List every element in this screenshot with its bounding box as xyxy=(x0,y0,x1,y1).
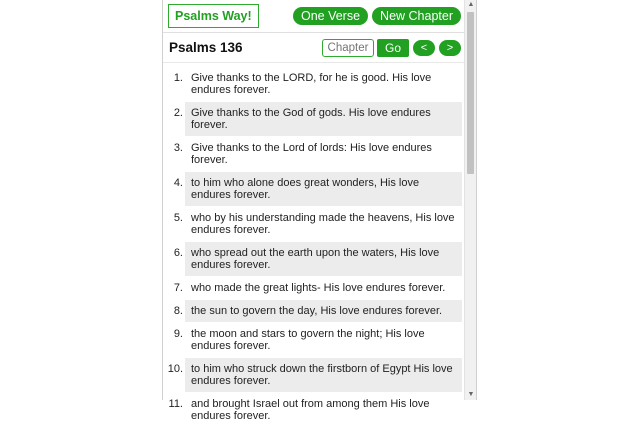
verse-number: 4. xyxy=(173,177,183,189)
verse-item xyxy=(163,67,465,101)
verse-text: to him who alone does great wonders, His love endures forever. xyxy=(185,172,462,206)
next-chapter-button[interactable]: > xyxy=(439,40,461,56)
chapter-title: Psalms 136 xyxy=(169,40,243,55)
verse-number: 1. xyxy=(173,72,183,84)
arrow-up-icon[interactable]: ▲ xyxy=(467,1,475,8)
scrollbar-thumb[interactable] xyxy=(467,12,474,174)
verse-text: who made the great lights- His love endures forever. xyxy=(191,282,446,294)
verse-item xyxy=(163,300,465,322)
verse-number: 3. xyxy=(173,142,183,154)
header-bar xyxy=(163,0,465,33)
previous-chapter-button[interactable]: < xyxy=(413,40,435,56)
brand-logo[interactable]: Psalms Way! xyxy=(168,4,259,28)
verse-item xyxy=(163,137,465,171)
verse-text: who by his understanding made the heavens, His love endures forever. xyxy=(191,212,455,236)
verse-text: and brought Israel out from among them His love endures forever. xyxy=(191,398,430,422)
verse-number: 8. xyxy=(173,305,183,317)
chapter-input[interactable] xyxy=(322,39,374,57)
verse-number: 10. xyxy=(167,363,183,375)
one-verse-button[interactable]: One Verse xyxy=(293,7,368,25)
verse-item xyxy=(163,358,465,392)
verse-item xyxy=(163,207,465,241)
verse-number: 11. xyxy=(168,398,183,410)
verse-item xyxy=(163,323,465,357)
verse-text: who spread out the earth upon the waters, His love endures forever. xyxy=(185,242,462,276)
verse-text: Give thanks to the LORD, for he is good. His love endures forever. xyxy=(191,72,432,96)
verse-number: 6. xyxy=(173,247,183,259)
go-button[interactable]: Go xyxy=(377,39,409,57)
new-chapter-button[interactable]: New Chapter xyxy=(372,7,461,25)
verse-item xyxy=(163,277,465,299)
verse-text: the moon and stars to govern the night; His love endures forever. xyxy=(191,328,425,352)
verse-item xyxy=(163,172,465,206)
verse-number: 2. xyxy=(173,107,183,119)
verse-text: to him who struck down the firstborn of Egypt His love endures forever. xyxy=(185,358,462,392)
verse-item xyxy=(163,393,465,427)
chapter-bar xyxy=(163,33,465,63)
verse-number: 9. xyxy=(173,328,183,340)
verse-item xyxy=(163,242,465,276)
verse-number: 5. xyxy=(173,212,183,224)
verse-text: the sun to govern the day, His love endures forever. xyxy=(185,300,462,322)
psalms-popup xyxy=(162,0,477,422)
verse-text: Give thanks to the God of gods. His love endures forever. xyxy=(185,102,462,136)
arrow-down-icon[interactable]: ▼ xyxy=(467,391,475,398)
verse-number: 7. xyxy=(173,282,183,294)
verse-text: Give thanks to the Lord of lords: His love endures forever. xyxy=(191,142,432,166)
vertical-scrollbar[interactable] xyxy=(464,0,476,400)
verse-list xyxy=(163,63,465,427)
popup-content xyxy=(163,0,465,422)
verse-item xyxy=(163,102,465,136)
